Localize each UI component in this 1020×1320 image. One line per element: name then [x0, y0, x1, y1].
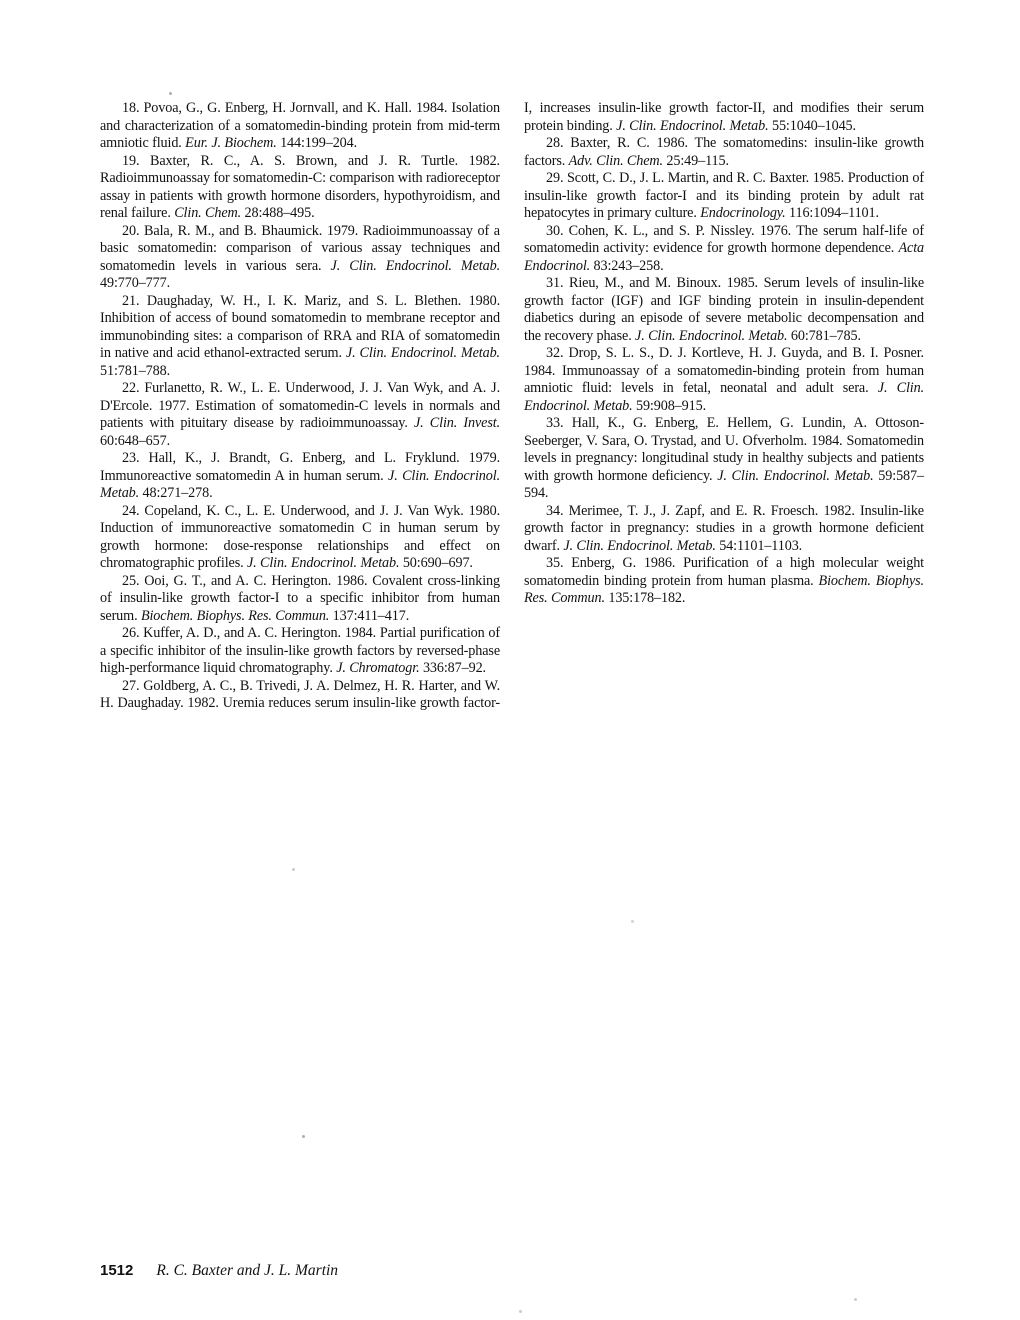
reference-text: 59:587–594. [524, 467, 924, 501]
reference-text: 116:1094–1101. [785, 205, 879, 221]
reference-text: 144:199–204. [276, 135, 358, 151]
reference-text: 54:1101–1103. [715, 537, 803, 554]
reference-text: 31. Rieu, M., and M. Binoux. 1985. Serum levels of insulin-like growth factor (IGF) and IGF binding protein in insulin-dependent diabetics during an episode of severe metabolic decompensation and the recovery phase. [524, 275, 924, 344]
reference-text: 55:1040–1045. [768, 117, 856, 134]
reference-item [100, 153, 500, 223]
reference-text: 26. Kuffer, A. D., and A. C. Herington. 1984. Partial purification of a specific inhibitor of the insulin-like growth factors by reversed-phase high-performance liquid chromatography. [100, 625, 500, 676]
reference-text: 21. Daughaday, W. H., I. K. Mariz, and S. L. Blethen. 1980. Inhibition of access of bound somatomedin to membrane receptor and immunobinding sites: a comparison of RRA and RIA of somatomedin in native and acid ethanol-extracted serum. [100, 292, 500, 361]
scan-artifact [302, 1135, 305, 1138]
reference-item [524, 223, 924, 276]
journal-name: Acta Endocrinol. [524, 240, 924, 274]
scan-artifact [631, 920, 634, 923]
scan-artifact [169, 92, 172, 95]
journal-name: J. Clin. Endocrinol. Metab. [345, 345, 500, 361]
journal-name: Adv. Clin. Chem. [568, 152, 663, 169]
reference-item [100, 625, 500, 678]
journal-name: Clin. Chem. [174, 205, 242, 221]
reference-item [100, 503, 500, 573]
reference-text: 25. Ooi, G. T., and A. C. Herington. 1986. Covalent cross-linking of insulin-like growth factor-I to a specific inhibitor from human serum. [100, 572, 500, 624]
journal-name: Biochem. Biophys. Res. Commun. [524, 572, 924, 606]
reference-text: 60:648–657. [100, 432, 171, 449]
journal-name: J. Clin. Endocrinol. Metab. [635, 327, 788, 344]
reference-text: 23. Hall, K., J. Brandt, G. Enberg, and L. Fryklund. 1979. Immunoreactive somatomedin A in human serum. [100, 450, 500, 484]
reference-text: 137:411–417. [329, 607, 410, 624]
page-footer [100, 1262, 800, 1280]
references-list [100, 100, 924, 730]
reference-text: 33. Hall, K., G. Enberg, E. Hellem, G. Lundin, A. Ottoson-Seeberger, V. Sara, O. Trystad, and U. Ofverholm. 1984. Somatomedin levels in pregnancy: longitudinal study in healthy subjects and patients with growth hormone deficiency. [524, 415, 924, 484]
reference-item [524, 345, 924, 415]
reference-text: 22. Furlanetto, R. W., L. E. Underwood, J. J. Van Wyk, and A. J. D'Ercole. 1977. Estimation of somatomedin-C levels in normals and patients with pituitary disease by radioimmunoassay. [100, 380, 500, 431]
reference-text: 48:271–278. [139, 485, 213, 501]
reference-text: 83:243–258. [590, 257, 664, 274]
reference-item [100, 100, 500, 153]
reference-text: 28. Baxter, R. C. 1986. The somatomedins: insulin-like growth factors. [524, 135, 924, 169]
reference-item [524, 135, 924, 170]
reference-text: 336:87–92. [419, 660, 486, 676]
reference-text: 51:781–788. [100, 362, 171, 379]
reference-text: 32. Drop, S. L. S., D. J. Kortleve, H. J. Guyda, and B. I. Posner. 1984. Immunoassay of a somatomedin-binding protein from human amniotic fluid: levels in fetal, neonatal and adult sera. [524, 345, 924, 396]
journal-name: J. Chromatogr. [336, 660, 420, 676]
reference-item [524, 415, 924, 503]
scan-artifact [292, 868, 295, 871]
journal-name: J. Clin. Endocrinol. Metab. [563, 537, 716, 554]
reference-text: 29. Scott, C. D., J. L. Martin, and R. C. Baxter. 1985. Production of insulin-like growth factor-I and its binding protein by adult rat hepatocytes in primary culture. [524, 170, 924, 221]
journal-name: Endocrinology. [700, 205, 786, 221]
reference-text: 34. Merimee, T. J., J. Zapf, and E. R. Froesch. 1982. Insulin-like growth factor in pregnancy: studies in a growth hormone deficient dwarf. [524, 502, 924, 554]
reference-item [100, 450, 500, 503]
reference-item [524, 275, 924, 345]
reference-text: 25:49–115. [662, 152, 729, 169]
journal-name: Eur. J. Biochem. [185, 135, 277, 151]
reference-text: 18. Povoa, G., G. Enberg, H. Jornvall, and K. Hall. 1984. Isolation and characterization of a somatomedin-binding protein from mid-term amniotic fluid. [100, 100, 500, 151]
reference-text: 24. Copeland, K. C., L. E. Underwood, and J. J. Van Wyk. 1980. Induction of immunoreactive somatomedin C in human serum by growth hormone: dose-response relationships and effect on chromatographic profiles. [100, 502, 500, 571]
scan-artifact [854, 1298, 857, 1301]
reference-text: 59:908–915. [632, 397, 707, 414]
reference-text: 35. Enberg, G. 1986. Purification of a high molecular weight somatomedin binding protein from human plasma. [524, 555, 924, 589]
reference-text: 20. Bala, R. M., and B. Bhaumick. 1979. Radioimmunoassay of a basic somatomedin: comparison of various assay techniques and somatomedin levels in various sera. [100, 222, 500, 274]
reference-text: 30. Cohen, K. L., and S. P. Nissley. 1976. The serum half-life of somatomedin activity: evidence for growth hormone dependence. [524, 222, 924, 256]
reference-text: 49:770–777. [100, 275, 171, 291]
journal-name: Biochem. Biophys. Res. Commun. [140, 607, 330, 624]
reference-item [524, 170, 924, 223]
reference-text: 19. Baxter, R. C., A. S. Brown, and J. R. Turtle. 1982. Radioimmunoassay for somatomedin-C: comparison with radioreceptor assay in patients with growth hormone disorders, hypothyroidism, and renal failure. [100, 152, 501, 221]
reference-item [100, 380, 500, 450]
reference-item [524, 555, 924, 608]
reference-text: 60:781–785. [787, 327, 861, 344]
reference-item [524, 503, 924, 556]
journal-name: J. Clin. Invest. [414, 415, 500, 431]
journal-name: J. Clin. Endocrinol. Metab. [717, 467, 874, 484]
journal-name: J. Clin. Endocrinol. Metab. [330, 257, 500, 274]
reference-text: 135:178–182. [604, 590, 686, 606]
reference-text: 50:690–697. [399, 555, 473, 571]
reference-text: 27. Goldberg, A. C., B. Trivedi, J. A. Delmez, H. R. Harter, and W. H. Daughaday. 1982. Uremia reduces serum insulin-like growth factor-I, increases insulin-like growth factor-II, and modifies their serum protein binding. [100, 100, 924, 711]
journal-name: J. Clin. Endocrinol. Metab. [246, 555, 400, 571]
page-number: 1512 [100, 1262, 134, 1279]
scan-artifact [519, 1310, 522, 1313]
journal-name: J. Clin. Endocrinol. Metab. [524, 380, 925, 414]
journal-name: J. Clin. Endocrinol. Metab. [100, 467, 500, 501]
reference-item [100, 223, 500, 293]
reference-item [100, 573, 500, 626]
reference-item [100, 293, 500, 381]
journal-name: J. Clin. Endocrinol. Metab. [616, 117, 769, 134]
running-title: R. C. Baxter and J. L. Martin [156, 1262, 339, 1279]
reference-text: 28:488–495. [241, 205, 315, 221]
